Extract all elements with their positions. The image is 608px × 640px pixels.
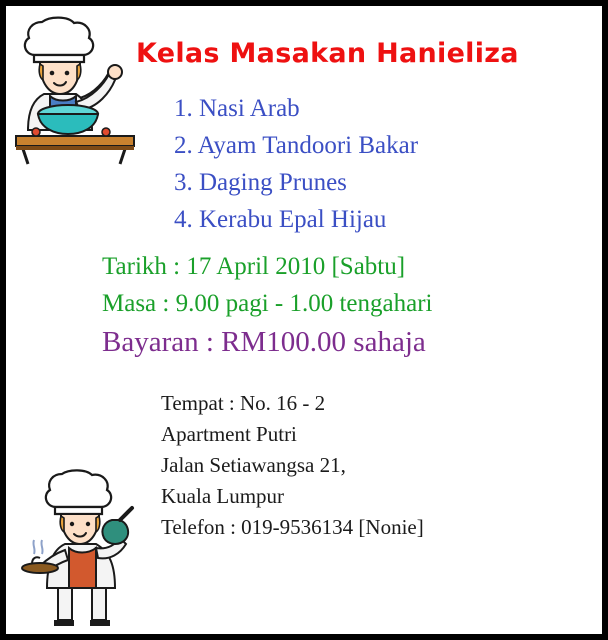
address-city: Kuala Lumpur	[161, 484, 285, 508]
address-street: Jalan Setiawangsa 21,	[161, 453, 346, 477]
address-venue: Tempat : No. 16 - 2	[161, 391, 326, 415]
chef-with-tray-illustration	[20, 468, 142, 628]
schedule-date: Tarikh : 17 April 2010 [Sabtu]	[102, 253, 406, 280]
poster-canvas	[6, 6, 602, 634]
list-item: 4. Kerabu Epal Hijau	[174, 206, 387, 233]
list-item: 2. Ayam Tandoori Bakar	[174, 132, 419, 159]
contact-phone: Telefon : 019-9536134 [Nonie]	[161, 515, 424, 539]
list-item: 1. Nasi Arab	[174, 95, 300, 122]
menu-list	[174, 90, 574, 238]
price-text: Bayaran : RM100.00 sahaja	[102, 326, 426, 358]
chef-with-mixing-bowl-illustration	[14, 14, 142, 166]
schedule-time: Masa : 9.00 pagi - 1.00 tengahari	[102, 290, 433, 317]
schedule-block	[102, 248, 562, 322]
list-item: 3. Daging Prunes	[174, 169, 347, 196]
address-building: Apartment Putri	[161, 422, 297, 446]
address-block	[161, 388, 581, 543]
page-title: Kelas Masakan Hanieliza	[136, 38, 519, 69]
